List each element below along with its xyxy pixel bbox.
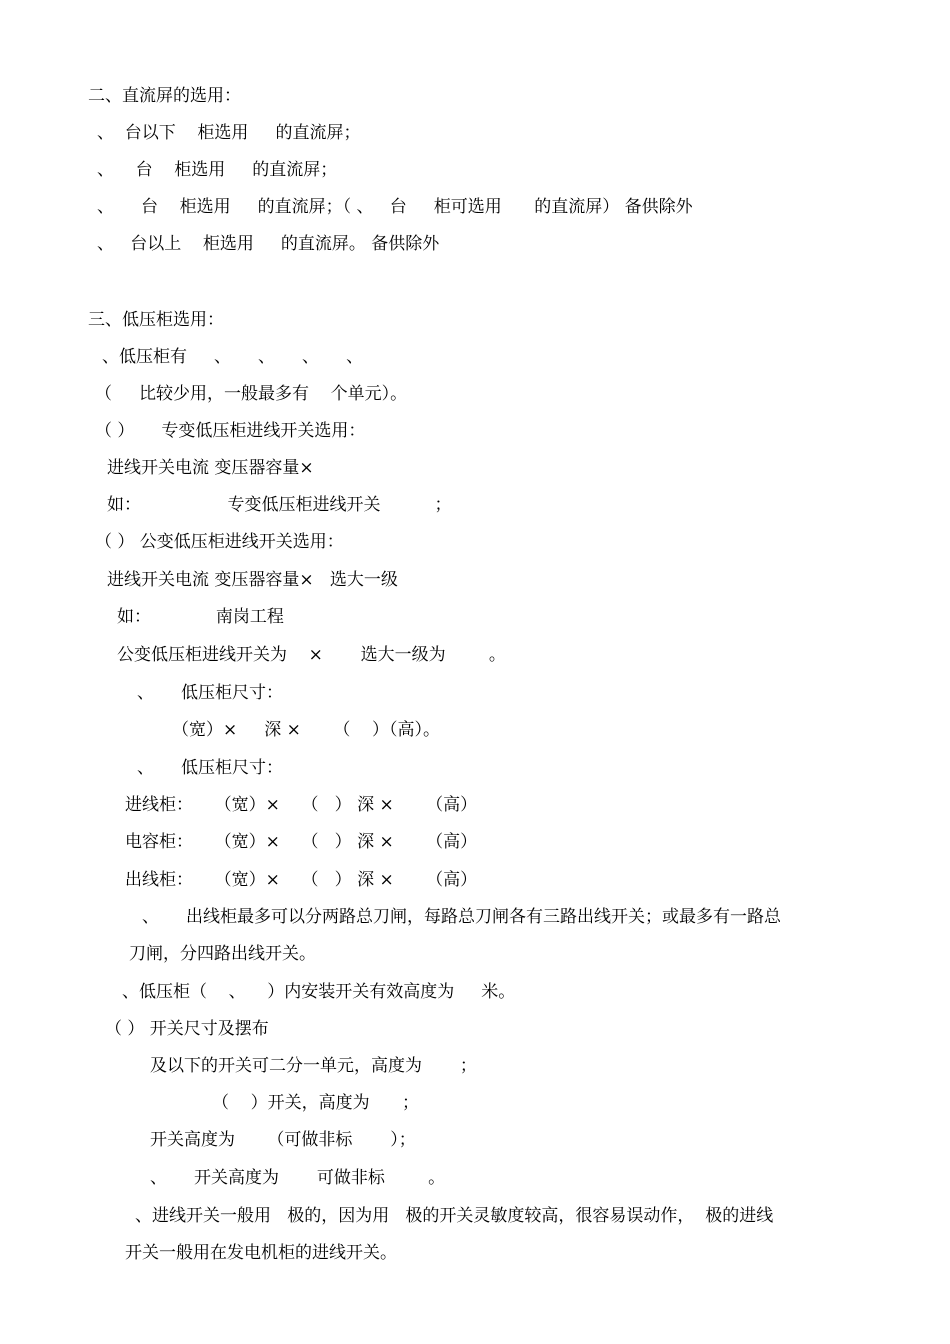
lv-line-5: 如： 专变低压柜进线开关 ； [107,495,452,515]
lv-line-11: （宽）× 深 × （ ）（高）。 [172,720,440,740]
lv-line-21: （ ）开关，高度为 ； [212,1093,420,1113]
lv-line-8: 如： 南岗工程 [117,607,284,627]
dc-line-1: 、 台以下 柜选用 的直流屏； [97,123,361,143]
lv-line-4: 进线开关电流 变压器容量× [107,458,314,478]
lv-line-1: 、低压柜有 、 、 、 、 [102,347,364,367]
lv-line-14: 电容柜： （宽）× （ ） 深 × （高） [125,832,478,852]
lv-line-6: （ ） 公变低压柜进线开关选用： [95,532,344,552]
lv-line-25: 开关一般用在发电机柜的进线开关。 [125,1243,397,1263]
lv-line-3: （ ） 专变低压柜进线开关选用： [95,421,366,441]
lv-line-20: 及以下的开关可二分一单元，高度为 ； [150,1056,477,1076]
section-heading-lv: 三、低压柜选用： [88,310,224,330]
dc-line-4: 、 台以上 柜选用 的直流屏。 备供除外 [97,234,440,254]
lv-line-7: 进线开关电流 变压器容量× 选大一级 [107,570,398,590]
dc-line-3: 、 台 柜选用 的直流屏；（ 、 台 柜可选用 的直流屏） 备供除外 [97,197,693,217]
lv-line-23: 、 开关高度为 可做非标 。 [150,1168,446,1188]
lv-line-13: 进线柜： （宽）× （ ） 深 × （高） [125,795,478,815]
lv-line-17: 刀闸，分四路出线开关。 [129,944,316,964]
lv-line-9: 公变低压柜进线开关为 × 选大一级为 。 [117,645,506,665]
lv-line-15: 出线柜： （宽）× （ ） 深 × （高） [125,870,478,890]
lv-line-2: （ 比较少用，一般最多有 个单元）。 [95,384,408,404]
section-heading-dc: 二、直流屏的选用： [88,86,241,106]
lv-line-19: （ ） 开关尺寸及摆布 [105,1019,269,1039]
lv-line-22: 开关高度为 （可做非标 ）； [150,1130,416,1150]
lv-line-10: 、 低压柜尺寸： [137,683,284,703]
dc-line-2: 、 台 柜选用 的直流屏； [97,160,338,180]
lv-line-16: 、 出线柜最多可以分两路总刀闸，每路总刀闸各有三路出线开关；或最多有一路总 [142,907,782,927]
lv-line-18: 、低压柜（ 、 ）内安装开关有效高度为 米。 [122,982,516,1002]
lv-line-12: 、 低压柜尺寸： [137,758,284,778]
lv-line-24: 、进线开关一般用 极的，因为用 极的开关灵敏度较高，很容易误动作， 极的进线 [135,1206,774,1226]
